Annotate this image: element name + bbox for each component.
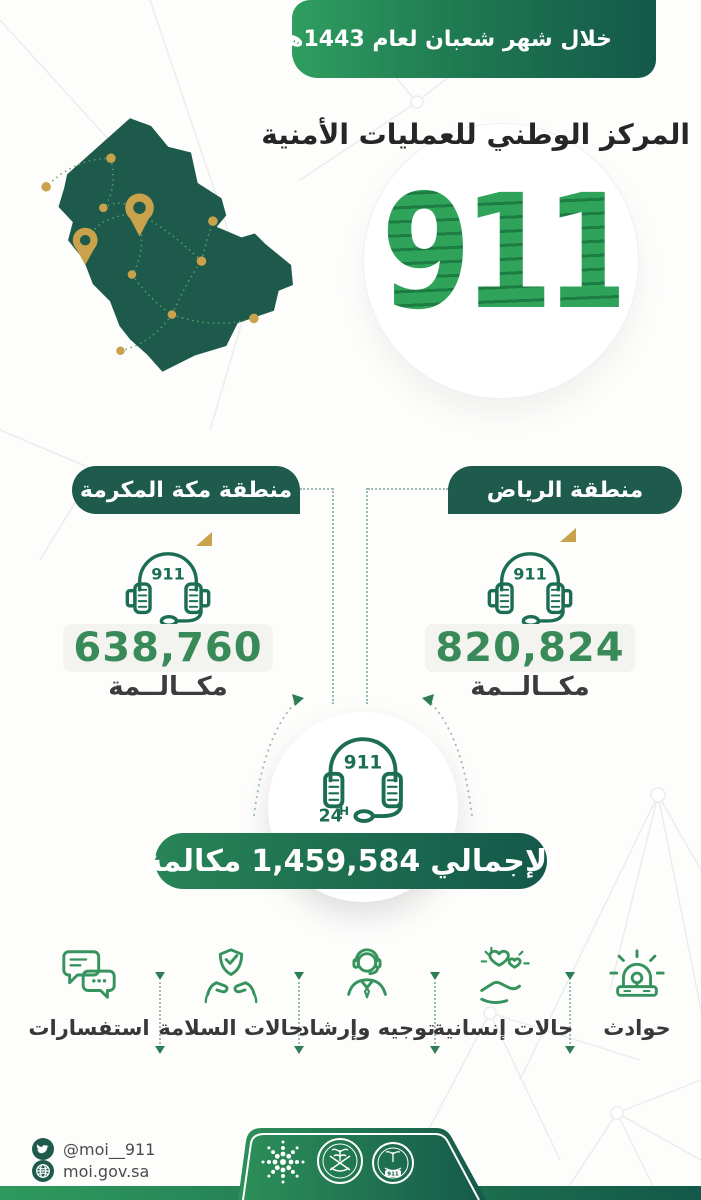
- category-label: حوادث: [603, 1016, 671, 1040]
- hours-24-label: 24: [318, 806, 343, 827]
- headset-label: 911: [513, 564, 547, 584]
- badge-makkah-label: منطقة مكة المكرمة: [79, 477, 293, 503]
- category-label: استفسارات: [28, 1016, 150, 1040]
- hours-unit-label: H: [339, 804, 350, 818]
- category-label: حالات السلامة: [158, 1016, 304, 1040]
- starburst-emblem: [262, 1141, 305, 1184]
- makkah-calls-unit: مكــالــمة: [108, 672, 228, 702]
- period-text: خلال شهر شعبان لعام 1443هـ: [280, 26, 612, 52]
- riyadh-calls-count: 820,824: [405, 624, 655, 672]
- logo-911: 911: [381, 161, 627, 345]
- emblem-911-label: 911: [387, 1171, 399, 1178]
- website-url[interactable]: moi.gov.sa: [63, 1161, 150, 1181]
- category-label: حالات إنسانية: [432, 1016, 574, 1040]
- badge-riyadh-label: منطقة الرياض: [486, 477, 644, 503]
- twitter-handle[interactable]: @moi__911: [63, 1139, 156, 1159]
- headset-label: 911: [343, 752, 383, 774]
- headset-label: 911: [151, 564, 185, 584]
- riyadh-calls-unit: مكــالــمة: [470, 672, 590, 702]
- total-prefix: الإجمالي: [430, 843, 558, 879]
- total-value: 1,459,584: [251, 843, 421, 879]
- makkah-calls-count: 638,760: [43, 624, 293, 672]
- category-label: توجيه وإرشاد: [298, 1016, 436, 1040]
- page-title: المركز الوطني للعمليات الأمنية: [261, 118, 690, 151]
- total-unit: مكالمة: [144, 843, 242, 879]
